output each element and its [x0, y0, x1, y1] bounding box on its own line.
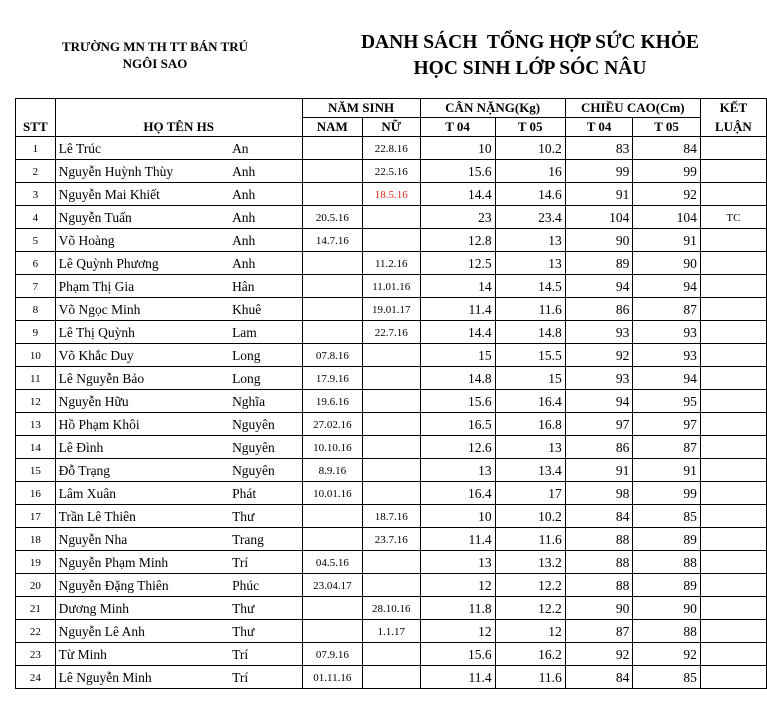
cell-weight-t04: 15.6 — [420, 160, 495, 183]
cell-stt: 13 — [16, 413, 56, 436]
cell-given-name: Phát — [229, 482, 302, 505]
table-row — [16, 482, 767, 505]
cell-weight-t04: 16.5 — [420, 413, 495, 436]
table-row — [16, 666, 767, 689]
cell-stt: 4 — [16, 206, 56, 229]
table-row — [16, 321, 767, 344]
cell-height-t05: 93 — [633, 344, 701, 367]
cell-height-t04: 88 — [565, 528, 633, 551]
cell-surname: Nguyễn Đặng Thiên — [55, 574, 229, 597]
cell-birth-male — [302, 160, 362, 183]
cell-birth-male — [302, 252, 362, 275]
cell-birth-male: 20.5.16 — [302, 206, 362, 229]
cell-weight-t05: 13 — [495, 252, 565, 275]
cell-given-name: Anh — [229, 229, 302, 252]
health-table — [15, 98, 767, 689]
cell-stt: 2 — [16, 160, 56, 183]
cell-birth-male — [302, 505, 362, 528]
header-name-top-2 — [229, 99, 302, 118]
table-row — [16, 574, 767, 597]
cell-birth-female: 23.7.16 — [363, 528, 421, 551]
header-student-name: HỌ TÊN HS — [55, 118, 302, 137]
cell-weight-t05: 14.6 — [495, 183, 565, 206]
cell-height-t05: 92 — [633, 183, 701, 206]
document-title — [300, 30, 760, 82]
cell-weight-t05: 16 — [495, 160, 565, 183]
cell-birth-female — [363, 206, 421, 229]
cell-height-t04: 90 — [565, 597, 633, 620]
cell-conclusion — [700, 482, 766, 505]
cell-height-t05: 97 — [633, 413, 701, 436]
cell-weight-t04: 15.6 — [420, 390, 495, 413]
school-name-line1: TRƯỜNG MN TH TT BÁN TRÚ — [61, 39, 248, 54]
cell-stt: 8 — [16, 298, 56, 321]
cell-surname: Võ Hoàng — [55, 229, 229, 252]
cell-birth-female — [363, 436, 421, 459]
cell-given-name: Thư — [229, 597, 302, 620]
cell-stt: 18 — [16, 528, 56, 551]
cell-conclusion — [700, 390, 766, 413]
cell-surname: Từ Minh — [55, 643, 229, 666]
cell-stt: 5 — [16, 229, 56, 252]
cell-birth-male: 14.7.16 — [302, 229, 362, 252]
cell-weight-t04: 10 — [420, 505, 495, 528]
cell-height-t05: 91 — [633, 459, 701, 482]
table-row — [16, 643, 767, 666]
cell-conclusion — [700, 183, 766, 206]
cell-stt: 16 — [16, 482, 56, 505]
cell-conclusion — [700, 413, 766, 436]
cell-height-t04: 98 — [565, 482, 633, 505]
cell-birth-male: 19.6.16 — [302, 390, 362, 413]
cell-surname: Lê Quỳnh Phương — [55, 252, 229, 275]
header-weight-t04: T 04 — [420, 118, 495, 137]
cell-given-name: Khuê — [229, 298, 302, 321]
cell-height-t05: 94 — [633, 367, 701, 390]
cell-surname: Nguyễn Huỳnh Thùy — [55, 160, 229, 183]
cell-weight-t04: 14.8 — [420, 367, 495, 390]
table-row — [16, 229, 767, 252]
cell-surname: Lê Đình — [55, 436, 229, 459]
cell-stt: 12 — [16, 390, 56, 413]
header-row-1 — [16, 99, 767, 118]
cell-birth-female: 19.01.17 — [363, 298, 421, 321]
cell-birth-male: 27.02.16 — [302, 413, 362, 436]
cell-surname: Nguyễn Mai Khiết — [55, 183, 229, 206]
cell-birth-male — [302, 620, 362, 643]
document-title-line2: HỌC SINH LỚP SÓC NÂU — [413, 58, 647, 79]
header-name-top — [55, 99, 229, 118]
cell-stt: 21 — [16, 597, 56, 620]
cell-weight-t04: 12.6 — [420, 436, 495, 459]
cell-birth-male: 10.10.16 — [302, 436, 362, 459]
cell-stt: 3 — [16, 183, 56, 206]
cell-height-t04: 86 — [565, 436, 633, 459]
table-row — [16, 459, 767, 482]
table-row — [16, 390, 767, 413]
cell-surname: Phạm Thị Gia — [55, 275, 229, 298]
cell-given-name: Nguyên — [229, 459, 302, 482]
cell-given-name: Anh — [229, 206, 302, 229]
cell-given-name: Trí — [229, 666, 302, 689]
cell-conclusion — [700, 367, 766, 390]
table-row — [16, 137, 767, 160]
cell-weight-t04: 12.5 — [420, 252, 495, 275]
header-male: NAM — [302, 118, 362, 137]
cell-surname: Lê Nguyễn Bảo — [55, 367, 229, 390]
cell-given-name: Anh — [229, 160, 302, 183]
cell-surname: Nguyễn Tuấn — [55, 206, 229, 229]
cell-height-t04: 90 — [565, 229, 633, 252]
cell-birth-male — [302, 275, 362, 298]
cell-height-t04: 86 — [565, 298, 633, 321]
header-weight: CÂN NẶNG(Kg) — [420, 99, 565, 118]
cell-weight-t04: 12 — [420, 620, 495, 643]
cell-weight-t05: 13.4 — [495, 459, 565, 482]
cell-weight-t04: 14.4 — [420, 321, 495, 344]
cell-birth-male — [302, 137, 362, 160]
cell-conclusion — [700, 344, 766, 367]
cell-surname: Lâm Xuân — [55, 482, 229, 505]
cell-conclusion — [700, 597, 766, 620]
cell-height-t04: 94 — [565, 390, 633, 413]
cell-weight-t05: 11.6 — [495, 298, 565, 321]
header-conclusion-1: KẾT — [700, 99, 766, 118]
cell-height-t05: 92 — [633, 643, 701, 666]
cell-birth-male: 23.04.17 — [302, 574, 362, 597]
cell-birth-female — [363, 367, 421, 390]
cell-height-t04: 84 — [565, 505, 633, 528]
cell-height-t04: 94 — [565, 275, 633, 298]
table-row — [16, 620, 767, 643]
cell-surname: Võ Ngọc Minh — [55, 298, 229, 321]
cell-birth-male — [302, 298, 362, 321]
cell-height-t05: 95 — [633, 390, 701, 413]
cell-weight-t05: 17 — [495, 482, 565, 505]
cell-birth-male — [302, 597, 362, 620]
header-weight-t05: T 05 — [495, 118, 565, 137]
document-title-line1: DANH SÁCH TỔNG HỢP SỨC KHỎE — [360, 32, 700, 53]
cell-height-t05: 85 — [633, 666, 701, 689]
cell-conclusion — [700, 551, 766, 574]
cell-height-t04: 83 — [565, 137, 633, 160]
cell-stt: 1 — [16, 137, 56, 160]
cell-surname: Lê Thị Quỳnh — [55, 321, 229, 344]
cell-stt: 24 — [16, 666, 56, 689]
cell-birth-female — [363, 482, 421, 505]
cell-weight-t04: 16.4 — [420, 482, 495, 505]
cell-weight-t05: 12.2 — [495, 574, 565, 597]
cell-birth-female — [363, 344, 421, 367]
cell-birth-female: 1.1.17 — [363, 620, 421, 643]
cell-conclusion — [700, 137, 766, 160]
cell-conclusion — [700, 505, 766, 528]
cell-height-t04: 88 — [565, 551, 633, 574]
cell-given-name: Long — [229, 367, 302, 390]
cell-given-name: Nghĩa — [229, 390, 302, 413]
cell-surname: Hồ Phạm Khôi — [55, 413, 229, 436]
table-row — [16, 528, 767, 551]
cell-height-t04: 89 — [565, 252, 633, 275]
header-stt-top — [16, 99, 56, 118]
cell-birth-female: 11.2.16 — [363, 252, 421, 275]
table-row — [16, 275, 767, 298]
cell-given-name: Anh — [229, 183, 302, 206]
cell-weight-t04: 13 — [420, 459, 495, 482]
cell-height-t04: 97 — [565, 413, 633, 436]
cell-given-name: Nguyên — [229, 413, 302, 436]
cell-birth-female — [363, 390, 421, 413]
table-row — [16, 551, 767, 574]
cell-weight-t04: 13 — [420, 551, 495, 574]
cell-weight-t05: 10.2 — [495, 137, 565, 160]
cell-birth-male: 10.01.16 — [302, 482, 362, 505]
cell-stt: 6 — [16, 252, 56, 275]
cell-birth-female — [363, 643, 421, 666]
header-birth-year: NĂM SINH — [302, 99, 420, 118]
cell-conclusion — [700, 252, 766, 275]
cell-birth-female — [363, 413, 421, 436]
cell-stt: 14 — [16, 436, 56, 459]
cell-birth-male: 8.9.16 — [302, 459, 362, 482]
cell-stt: 20 — [16, 574, 56, 597]
header-height-t04: T 04 — [565, 118, 633, 137]
cell-birth-male: 07.8.16 — [302, 344, 362, 367]
cell-conclusion — [700, 574, 766, 597]
cell-conclusion — [700, 229, 766, 252]
cell-height-t05: 90 — [633, 597, 701, 620]
cell-birth-female — [363, 666, 421, 689]
cell-height-t04: 88 — [565, 574, 633, 597]
cell-stt: 23 — [16, 643, 56, 666]
cell-conclusion — [700, 643, 766, 666]
cell-conclusion — [700, 321, 766, 344]
cell-surname: Nguyễn Hữu — [55, 390, 229, 413]
cell-height-t05: 104 — [633, 206, 701, 229]
cell-stt: 9 — [16, 321, 56, 344]
cell-conclusion — [700, 528, 766, 551]
cell-conclusion: TC — [700, 206, 766, 229]
cell-conclusion — [700, 160, 766, 183]
cell-conclusion — [700, 298, 766, 321]
table-row — [16, 436, 767, 459]
cell-height-t05: 84 — [633, 137, 701, 160]
header-row-2 — [16, 118, 767, 137]
cell-height-t04: 93 — [565, 321, 633, 344]
cell-given-name: Trí — [229, 551, 302, 574]
cell-surname: Nguyễn Nha — [55, 528, 229, 551]
cell-weight-t05: 12 — [495, 620, 565, 643]
table-row — [16, 505, 767, 528]
header-height: CHIỀU CAO(Cm) — [565, 99, 700, 118]
header-conclusion-2: LUẬN — [700, 118, 766, 137]
cell-birth-male — [302, 528, 362, 551]
cell-weight-t04: 15.6 — [420, 643, 495, 666]
cell-weight-t04: 10 — [420, 137, 495, 160]
cell-height-t05: 87 — [633, 298, 701, 321]
cell-height-t05: 85 — [633, 505, 701, 528]
cell-given-name: Thư — [229, 620, 302, 643]
cell-weight-t05: 13 — [495, 229, 565, 252]
cell-height-t05: 87 — [633, 436, 701, 459]
cell-stt: 10 — [16, 344, 56, 367]
cell-height-t04: 91 — [565, 459, 633, 482]
cell-conclusion — [700, 275, 766, 298]
cell-weight-t04: 15 — [420, 344, 495, 367]
cell-conclusion — [700, 459, 766, 482]
cell-surname: Lê Trúc — [55, 137, 229, 160]
school-name-line2: NGÔI SAO — [122, 56, 188, 71]
cell-weight-t04: 23 — [420, 206, 495, 229]
cell-height-t05: 93 — [633, 321, 701, 344]
cell-birth-female: 18.7.16 — [363, 505, 421, 528]
cell-height-t05: 99 — [633, 160, 701, 183]
cell-weight-t04: 12.8 — [420, 229, 495, 252]
cell-height-t04: 87 — [565, 620, 633, 643]
cell-birth-female: 22.8.16 — [363, 137, 421, 160]
cell-stt: 17 — [16, 505, 56, 528]
cell-height-t05: 94 — [633, 275, 701, 298]
cell-height-t04: 104 — [565, 206, 633, 229]
cell-given-name: Trí — [229, 643, 302, 666]
cell-height-t05: 99 — [633, 482, 701, 505]
cell-surname: Võ Khắc Duy — [55, 344, 229, 367]
cell-weight-t04: 14.4 — [420, 183, 495, 206]
school-name — [30, 38, 280, 72]
table-row — [16, 252, 767, 275]
cell-birth-male — [302, 183, 362, 206]
cell-weight-t05: 23.4 — [495, 206, 565, 229]
cell-surname: Trần Lê Thiên — [55, 505, 229, 528]
cell-stt: 19 — [16, 551, 56, 574]
cell-height-t05: 91 — [633, 229, 701, 252]
table-row — [16, 298, 767, 321]
cell-height-t04: 99 — [565, 160, 633, 183]
cell-given-name: Phúc — [229, 574, 302, 597]
header-height-t05: T 05 — [633, 118, 701, 137]
cell-given-name: Anh — [229, 252, 302, 275]
cell-conclusion — [700, 620, 766, 643]
cell-given-name: Thư — [229, 505, 302, 528]
cell-conclusion — [700, 666, 766, 689]
cell-weight-t05: 16.4 — [495, 390, 565, 413]
cell-given-name: Lam — [229, 321, 302, 344]
cell-weight-t04: 11.4 — [420, 528, 495, 551]
cell-height-t04: 84 — [565, 666, 633, 689]
cell-birth-female: 18.5.16 — [363, 183, 421, 206]
cell-birth-female: 22.5.16 — [363, 160, 421, 183]
cell-weight-t05: 16.8 — [495, 413, 565, 436]
cell-weight-t05: 16.2 — [495, 643, 565, 666]
table-row — [16, 413, 767, 436]
cell-height-t04: 92 — [565, 643, 633, 666]
cell-weight-t05: 13.2 — [495, 551, 565, 574]
cell-weight-t04: 14 — [420, 275, 495, 298]
cell-weight-t04: 11.4 — [420, 666, 495, 689]
cell-surname: Đỗ Trạng — [55, 459, 229, 482]
cell-birth-female — [363, 459, 421, 482]
cell-weight-t05: 12.2 — [495, 597, 565, 620]
cell-height-t04: 92 — [565, 344, 633, 367]
cell-weight-t05: 15 — [495, 367, 565, 390]
cell-birth-female — [363, 229, 421, 252]
cell-weight-t05: 15.5 — [495, 344, 565, 367]
cell-height-t04: 93 — [565, 367, 633, 390]
table-row — [16, 183, 767, 206]
cell-height-t05: 88 — [633, 551, 701, 574]
cell-surname: Dương Minh — [55, 597, 229, 620]
table-row — [16, 367, 767, 390]
table-row — [16, 206, 767, 229]
cell-birth-female — [363, 551, 421, 574]
cell-stt: 7 — [16, 275, 56, 298]
table-row — [16, 597, 767, 620]
cell-stt: 22 — [16, 620, 56, 643]
cell-birth-male — [302, 321, 362, 344]
cell-birth-female: 11.01.16 — [363, 275, 421, 298]
cell-weight-t05: 10.2 — [495, 505, 565, 528]
cell-birth-female: 28.10.16 — [363, 597, 421, 620]
cell-weight-t05: 14.8 — [495, 321, 565, 344]
cell-height-t05: 90 — [633, 252, 701, 275]
cell-weight-t05: 11.6 — [495, 666, 565, 689]
cell-height-t05: 89 — [633, 528, 701, 551]
cell-weight-t04: 12 — [420, 574, 495, 597]
table-row — [16, 344, 767, 367]
cell-birth-female — [363, 574, 421, 597]
cell-height-t05: 88 — [633, 620, 701, 643]
cell-given-name: Nguyên — [229, 436, 302, 459]
cell-weight-t05: 13 — [495, 436, 565, 459]
cell-surname: Nguyễn Phạm Minh — [55, 551, 229, 574]
cell-birth-female: 22.7.16 — [363, 321, 421, 344]
cell-given-name: Trang — [229, 528, 302, 551]
cell-surname: Lê Nguyễn Minh — [55, 666, 229, 689]
cell-weight-t04: 11.8 — [420, 597, 495, 620]
cell-birth-male: 17.9.16 — [302, 367, 362, 390]
cell-weight-t05: 14.5 — [495, 275, 565, 298]
cell-given-name: Hân — [229, 275, 302, 298]
cell-stt: 15 — [16, 459, 56, 482]
cell-birth-male: 04.5.16 — [302, 551, 362, 574]
cell-surname: Nguyễn Lê Anh — [55, 620, 229, 643]
cell-weight-t05: 11.6 — [495, 528, 565, 551]
cell-birth-male: 07.9.16 — [302, 643, 362, 666]
cell-given-name: An — [229, 137, 302, 160]
cell-stt: 11 — [16, 367, 56, 390]
header-female: NỮ — [363, 118, 421, 137]
cell-given-name: Long — [229, 344, 302, 367]
cell-height-t05: 89 — [633, 574, 701, 597]
cell-birth-male: 01.11.16 — [302, 666, 362, 689]
cell-conclusion — [700, 436, 766, 459]
header-stt: STT — [16, 118, 56, 137]
cell-weight-t04: 11.4 — [420, 298, 495, 321]
table-row — [16, 160, 767, 183]
cell-height-t04: 91 — [565, 183, 633, 206]
